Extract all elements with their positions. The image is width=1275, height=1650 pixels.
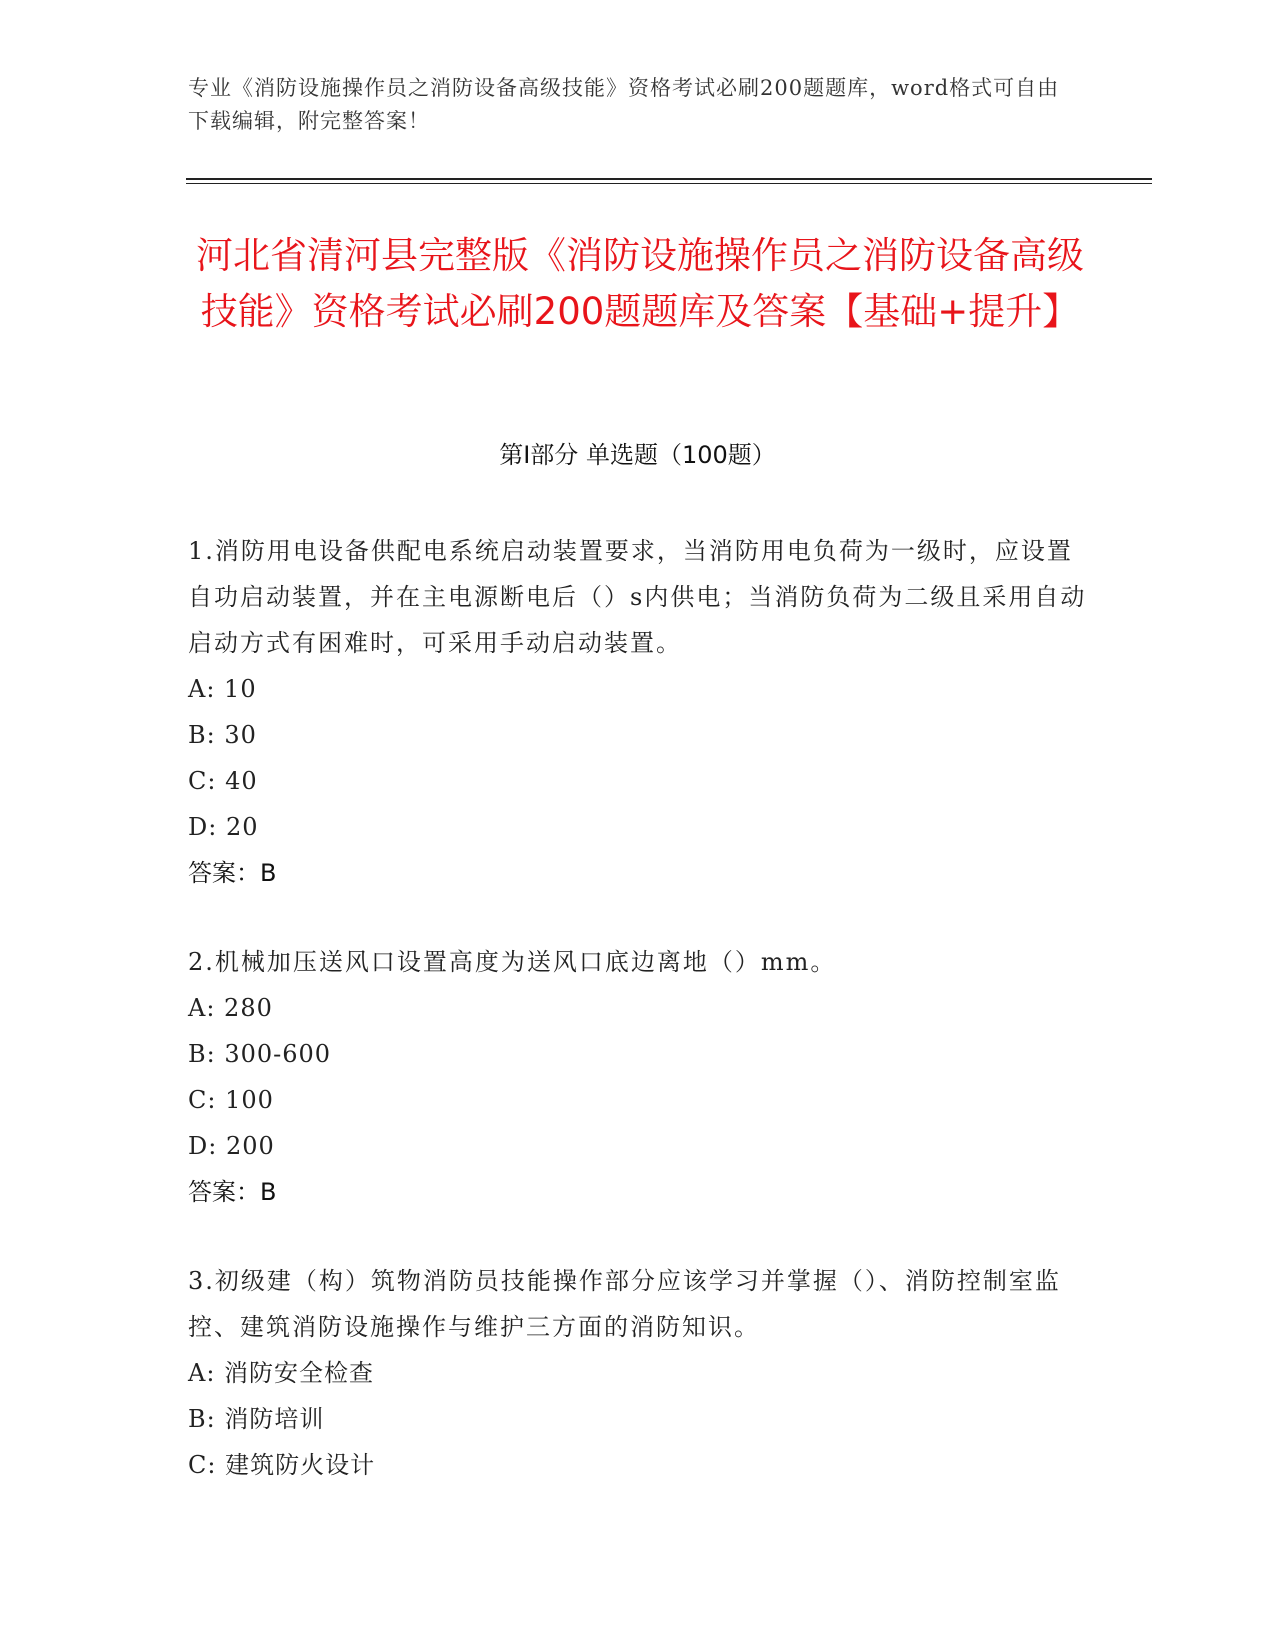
answer-line: 答案：B bbox=[188, 859, 277, 887]
option-b: B: 消防培训 bbox=[188, 1405, 325, 1433]
header-divider-thin bbox=[186, 183, 1152, 184]
option-b: B: 300-600 bbox=[188, 1040, 332, 1068]
question-stem: 2.机械加压送风口设置高度为送风口底边离地（）mm。 bbox=[188, 948, 837, 976]
question-2 bbox=[188, 939, 1088, 1215]
section-heading: 第I部分 单选题（100题） bbox=[499, 441, 776, 469]
question-stem: 3.初级建（构）筑物消防员技能操作部分应该学习并掌握（）、消防控制室监控、建筑消防设施操作与维护三方面的消防知识。 bbox=[188, 1267, 1061, 1341]
option-c: C: 建筑防火设计 bbox=[188, 1451, 376, 1479]
option-c: C: 100 bbox=[188, 1086, 274, 1114]
document-title: 河北省清河县完整版《消防设施操作员之消防设备高级技能》资格考试必刷200题题库及答案【基础+提升】 bbox=[196, 234, 1084, 333]
answer-line: 答案：B bbox=[188, 1178, 277, 1206]
option-d: D: 200 bbox=[188, 1132, 275, 1160]
option-a: A: 10 bbox=[188, 675, 257, 703]
question-3 bbox=[188, 1258, 1088, 1488]
header-note: 专业《消防设施操作员之消防设备高级技能》资格考试必刷200题题库，word格式可自由下载编辑，附完整答案！ bbox=[188, 76, 1060, 133]
option-b: B: 30 bbox=[188, 721, 257, 749]
option-a: A: 消防安全检查 bbox=[188, 1359, 375, 1387]
question-1 bbox=[188, 528, 1088, 896]
question-stem: 1.消防用电设备供配电系统启动装置要求，当消防用电负荷为一级时，应设置自功启动装置，并在主电源断电后（）s内供电；当消防负荷为二级且采用自动启动方式有困难时，可采用手动启动装置。 bbox=[188, 537, 1087, 657]
option-c: C: 40 bbox=[188, 767, 258, 795]
header-divider-thick bbox=[186, 178, 1152, 180]
option-d: D: 20 bbox=[188, 813, 259, 841]
question-list bbox=[188, 528, 1088, 1531]
option-a: A: 280 bbox=[188, 994, 273, 1022]
